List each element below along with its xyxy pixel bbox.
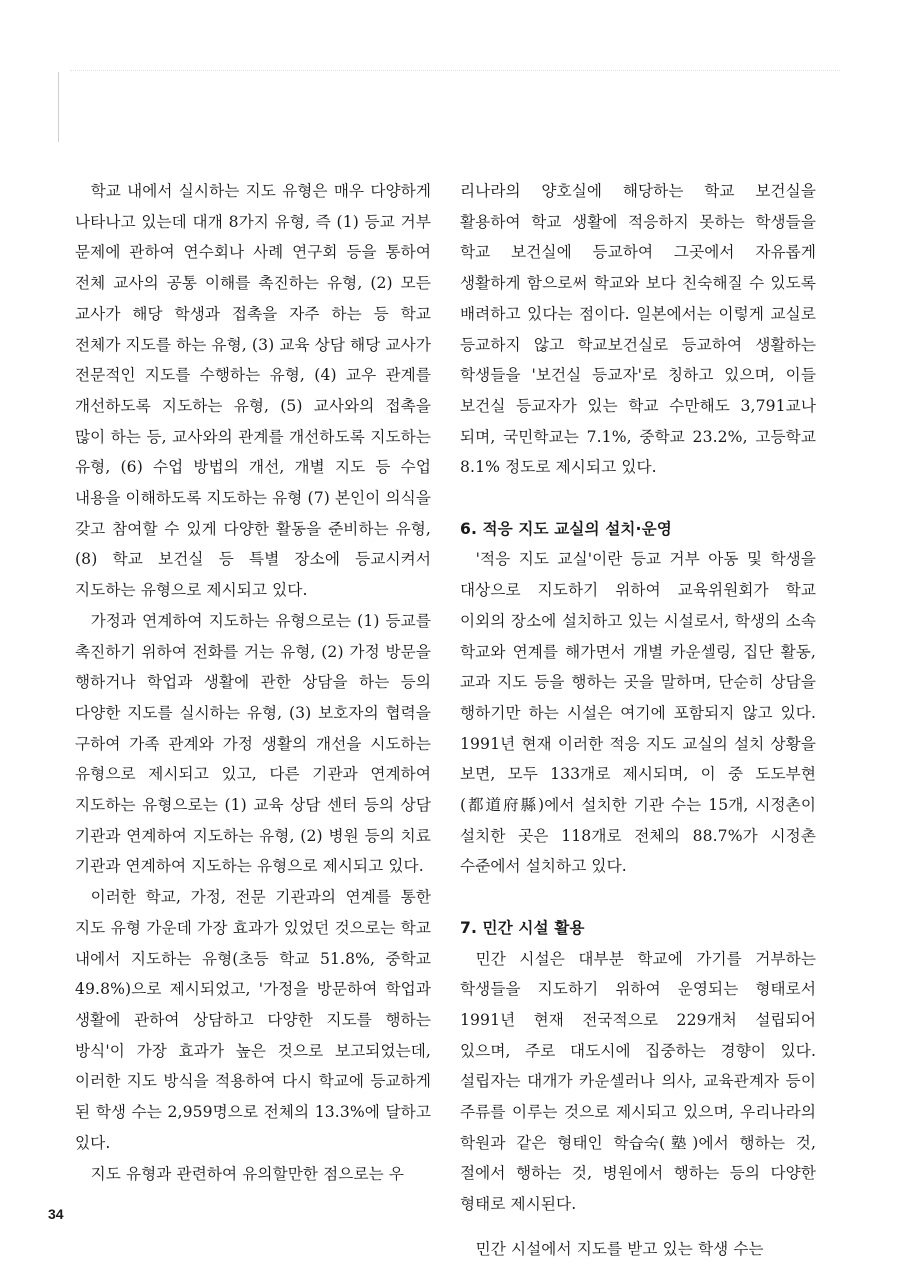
right-paragraph-3: 민간 시설은 대부분 학교에 가기를 거부하는 학생들을 지도하기 위하여 운영되는 형태로서 1991년 현재 전국적으로 229개처 설립되어 있으며, 주로 대도시에 집중하는 경향이 있다. 설립자는 대개가 카운셀러나 의사, 교육관계자 등이 주류를 이루는 것으로 제시되고 있으며, 우리나라의 학원과 같은 형태인 학습숙(塾)에서 행하는 것, 절에서 행하는 것, 병원에서 행하는 등의 다양한 형태로 제시된다. [460,949,816,1214]
left-column [75,176,431,1189]
top-scan-line [70,70,840,72]
section-gap [460,483,816,514]
paragraph-gap [460,1220,816,1234]
right-column [460,176,816,1265]
right-paragraph-1: 리나라의 양호실에 해당하는 학교 보건실을 활용하여 학교 생활에 적응하지 못하는 학생들을 학교 보건실에 등교하여 그곳에서 자유롭게 생활하게 함으로써 학교와 보다 친숙해질 수 있도록 배려하고 있다는 점이다. 일본에서는 이렇게 교실로 등교하지 않고 학교보건실로 등교하여 생활하는 학생들을 '보건실 등교자'로 칭하고 있으며, 이들 보건실 등교자가 있는 학교 수만해도 3,791교나 되며, 국민학교는 7.1%, 중학교 23.2%, 고등학교 8.1% 정도로 제시되고 있다. [460,182,816,477]
right-paragraph-2: '적응 지도 교실'이란 등교 거부 아동 및 학생을 대상으로 지도하기 위하여 교육위원회가 학교 이외의 장소에 설치하고 있는 시설로서, 학생의 소속 학교와 연계를 해가면서 개별 카운셀링, 집단 활동, 교과 지도 등을 행하는 곳을 말하며, 단순히 상담을 행하기만 하는 시설은 여기에 포함되지 않고 있다. 1991년 현재 이러한 적응 지도 교실의 설치 상황을 보면, 모두 133개로 제시되며, 이 중 도도부현(都道府縣)에서 설치한 기관 수는 15개, 시정촌이 설치한 곳은 118개로 전체의 88.7%가 시정촌 수준에서 설치하고 있다. [460,550,816,876]
section-heading-7: 7. 민간 시설 활용 [460,918,585,937]
left-paragraph-3: 이러한 학교, 가정, 전문 기관과의 연계를 통한 지도 유형 가운데 가장 효과가 있었던 것으로는 학교 내에서 지도하는 유형(초등 학교 51.8%, 중학교 49.8%)으로 제시되었고, '가정을 방문하여 학업과 생활에 관하여 상담하고 다양한 지도를 행하는 방식'이 가장 효과가 높은 것으로 보고되었는데, 이러한 지도 방식을 적용하여 다시 학교에 등교하게 된 학생 수는 2,959명으로 전체의 13.3%에 달하고 있다. [75,888,431,1152]
margin-rule [58,72,59,142]
left-paragraph-4: 지도 유형과 관련하여 유의할만한 점으로는 우 [90,1164,404,1183]
left-paragraph-1: 학교 내에서 실시하는 지도 유형은 매우 다양하게 나타나고 있는데 대개 8가지 유형, 즉 (1) 등교 거부 문제에 관하여 연수회나 사례 연구회 등을 통하여 전체 교사의 공통 이해를 촉진하는 유형, (2) 모든 교사가 해당 학생과 접촉을 자주 하는 등 학교 전체가 지도를 하는 유형, (3) 교육 상담 해당 교사가 전문적인 지도를 수행하는 유형, (4) 교우 관계를 개선하도록 지도하는 유형, (5) 교사와의 접촉을 많이 하는 등, 교사와의 관계를 개선하도록 지도하는 유형, (6) 수업 방법의 개선, 개별 지도 등 수업 내용을 이해하도록 지도하는 유형 (7) 본인이 의식을 갖고 참여할 수 있게 다양한 활동을 준비하는 유형, (8) 학교 보건실 등 특별 장소에 등교시켜서 지도하는 유형으로 제시되고 있다. [75,182,432,600]
left-paragraph-2: 가정과 연계하여 지도하는 유형으로는 (1) 등교를 촉진하기 위하여 전화를 거는 유형, (2) 가정 방문을 행하거나 학업과 생활에 관한 상담을 하는 등의 다양한 지도를 실시하는 유형, (3) 보호자의 협력을 구하여 가족 관계와 가정 생활의 개선을 시도하는 유형으로 제시되고 있고, 다른 기관과 연계하여 지도하는 유형으로는 (1) 교육 상담 센터 등의 상담 기관과 연계하여 지도하는 유형, (2) 병원 등의 치료 기관과 연계하여 지도하는 유형으로 제시되고 있다. [75,611,431,876]
right-paragraph-4: 민간 시설에서 지도를 받고 있는 학생 수는 [475,1239,764,1258]
section-heading-6: 6. 적응 지도 교실의 설치·운영 [460,519,672,538]
page-number: 34 [48,1206,64,1222]
section-gap [460,882,816,913]
